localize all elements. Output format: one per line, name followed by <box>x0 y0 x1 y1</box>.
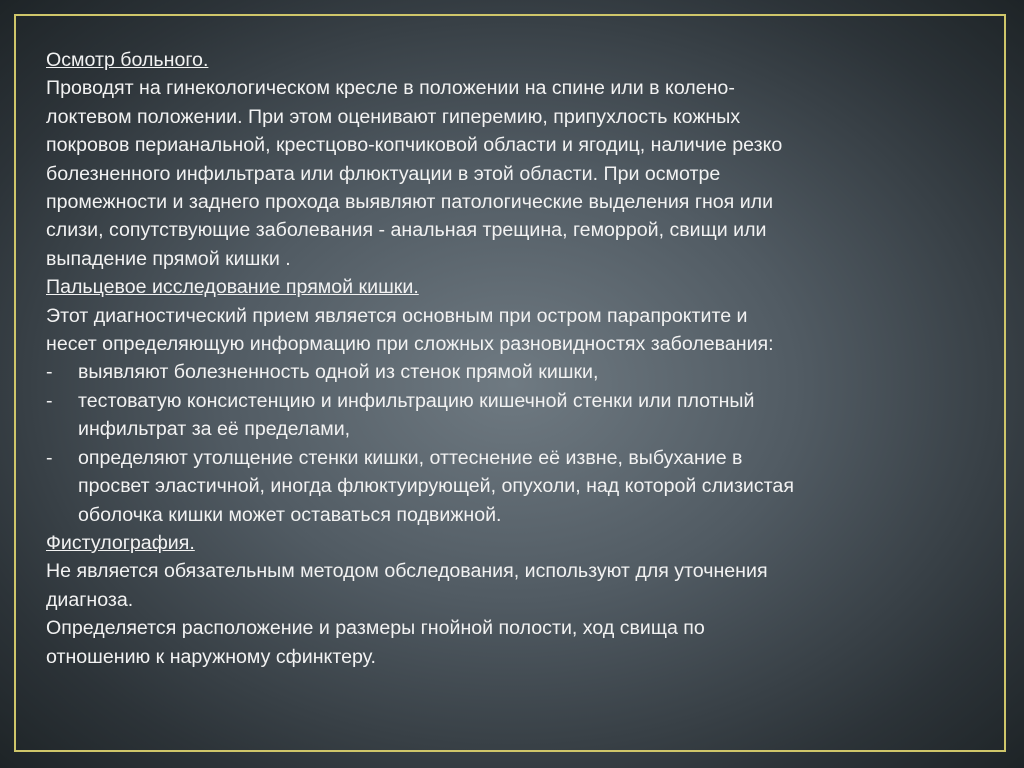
text-line: несет определяющую информацию при сложных разновидностях заболевания: <box>46 333 774 356</box>
text-line: диагноза. <box>46 588 134 611</box>
section-heading-exam: Осмотр больного. <box>46 49 209 71</box>
digital-exam-paragraph <box>46 302 986 359</box>
fistulography-paragraph <box>46 557 986 671</box>
section-heading-digital-exam: Пальцевое исследование прямой кишки. <box>46 276 419 299</box>
text-line: просвет эластичной, иногда флюктуирующей, опухоли, над которой слизистая <box>78 475 794 498</box>
text-line: Определяется расположение и размеры гнойной полости, ход свища по <box>46 617 705 640</box>
text-line: выявляют болезненность одной из стенок прямой кишки, <box>78 361 599 384</box>
text-line: болезненного инфильтрата или флюктуации в этой области. При осмотре <box>46 162 721 185</box>
list-item <box>46 387 986 444</box>
bullet-dash: - <box>46 361 53 384</box>
text-line: оболочка кишки может оставаться подвижной. <box>78 503 502 526</box>
exam-paragraph <box>46 74 986 273</box>
list-item <box>46 358 986 386</box>
text-line: отношению к наружному сфинктеру. <box>46 645 376 668</box>
text-line: Проводят на гинекологическом кресле в положении на спине или в колено- <box>46 77 735 100</box>
section-heading-fistulography: Фистулография. <box>46 531 195 554</box>
text-line: промежности и заднего прохода выявляют патологические выделения гноя или <box>46 191 774 214</box>
text-line: Этот диагностический прием является основным при остром парапроктите и <box>46 304 748 327</box>
bullet-dash: - <box>46 389 53 412</box>
list-item <box>46 444 986 529</box>
text-line: локтевом положении. При этом оценивают гиперемию, припухлость кожных <box>46 105 741 128</box>
text-line: Не является обязательным методом обследования, используют для уточнения <box>46 560 768 583</box>
bullet-dash: - <box>46 446 53 469</box>
list-item-text <box>78 358 986 386</box>
list-item-text <box>78 444 986 529</box>
digital-exam-bullet-list <box>46 358 986 528</box>
text-line: определяют утолщение стенки кишки, оттеснение её извне, выбухание в <box>78 446 743 469</box>
text-line: тестоватую консистенцию и инфильтрацию кишечной стенки или плотный <box>78 389 755 412</box>
list-item-text <box>78 387 986 444</box>
text-line: покровов перианальной, крестцово-копчиковой области и ягодиц, наличие резко <box>46 134 783 157</box>
text-line: инфильтрат за её пределами, <box>78 418 351 441</box>
text-line: слизи, сопутствующие заболевания - анальная трещина, геморрой, свищи или <box>46 219 767 242</box>
slide-content <box>46 46 986 671</box>
text-line: выпадение прямой кишки . <box>46 247 291 270</box>
